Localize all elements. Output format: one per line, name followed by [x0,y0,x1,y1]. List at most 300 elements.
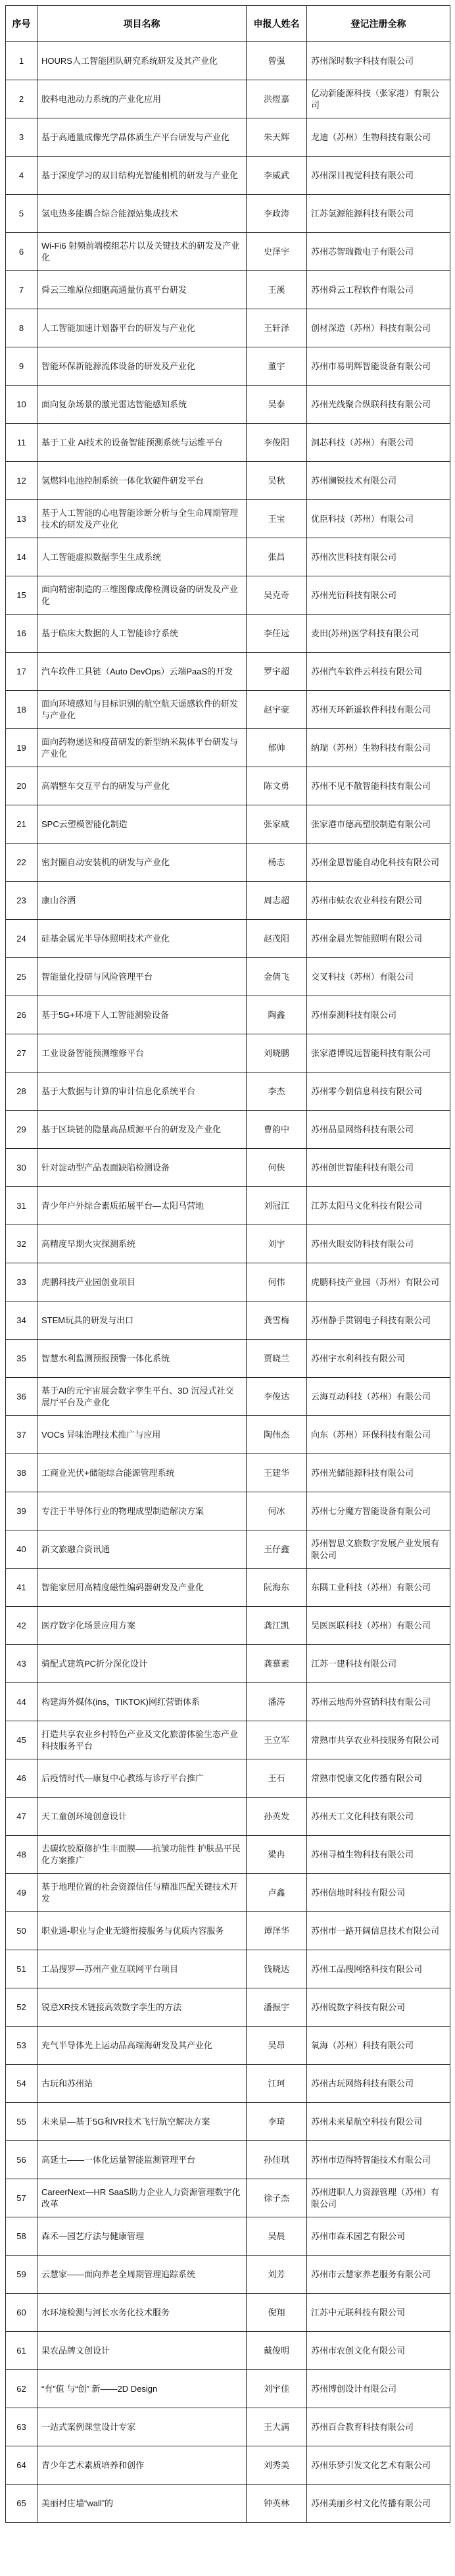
applicant-name-cell: 吴泰 [247,386,307,424]
applicant-name-cell: 梁冉 [247,1836,307,1874]
applicant-name-cell: 何侠 [247,1149,307,1187]
applicant-name-cell: 王石 [247,1759,307,1798]
company-name-cell: 江苏氢源能源科技有限公司 [307,195,450,233]
company-name-cell: 江苏中元联科技有限公司 [307,2294,450,2332]
project-name-cell: 一站式案例课堂设计专家 [37,2408,247,2446]
project-name-cell: VOCs 异味治理技术推广与应用 [37,1416,247,1454]
applicant-name-cell: 李俊阳 [247,424,307,462]
applicant-name-cell: 倪翔 [247,2294,307,2332]
applicant-name-cell: 李俊达 [247,1378,307,1416]
applicant-name-cell: 王立军 [247,1721,307,1759]
table-row [6,233,450,271]
applicant-name-cell: 朱天辉 [247,118,307,157]
company-name-cell: 江苏一建科技有限公司 [307,1645,450,1683]
serial-number-cell: 45 [6,1721,37,1759]
project-name-cell: 工品搜罗—苏州产业互联网平台项目 [37,1950,247,1988]
table-row [6,1645,450,1683]
serial-number-cell: 2 [6,80,37,118]
company-name-cell: 苏州市易明辉智能设备有限公司 [307,347,450,386]
serial-number-cell: 44 [6,1683,37,1721]
company-name-cell: 麦田(苏州)医学科技有限公司 [307,615,450,653]
company-name-cell: 苏州舜云工程软件有限公司 [307,271,450,309]
company-name-cell: 苏州云地海外营销科技有限公司 [307,1683,450,1721]
serial-number-cell: 38 [6,1454,37,1492]
serial-number-cell: 13 [6,500,37,538]
serial-number-cell: 15 [6,576,37,615]
applicant-name-cell: 金倩飞 [247,958,307,996]
table-row [6,1759,450,1798]
company-name-cell: 苏州美丽乡村文化传播有限公司 [307,2485,450,2523]
serial-number-cell: 46 [6,1759,37,1798]
serial-number-cell: 12 [6,462,37,500]
applicant-name-cell: 刘秀美 [247,2446,307,2485]
applicant-name-cell: 董宇 [247,347,307,386]
table-row [6,42,450,80]
project-name-cell: 基于人工智能的心电智能诊断分析与全生命周期管理技术的研发及产业化 [37,500,247,538]
table-row [6,2294,450,2332]
project-name-cell: CareerNext—HR SaaS助力企业人力资源管理数字化改革 [37,2179,247,2217]
project-name-cell: 氢电热多能耦合综合能源站集成技术 [37,195,247,233]
applicant-name-cell: 李任远 [247,615,307,653]
project-name-cell: 医疗数字化场景应用方案 [37,1607,247,1645]
company-name-cell: 苏州市一路开阔信息技术有限公司 [307,1912,450,1950]
project-name-cell: 基于高通量成像光学晶体质生产平台研发与产业化 [37,118,247,157]
project-name-cell: HOURS人工智能团队研究系统研发及其产业化 [37,42,247,80]
table-row [6,118,450,157]
applicant-name-cell: 王溪 [247,271,307,309]
project-name-cell: “有”值 与“创” 新——2D Design [37,2370,247,2408]
table-row [6,462,450,500]
table-row [6,2141,450,2179]
serial-number-cell: 4 [6,157,37,195]
table-row [6,1721,450,1759]
company-name-cell: 苏州次世科技有限公司 [307,538,450,576]
company-name-cell: 苏州澜锐技术有限公司 [307,462,450,500]
serial-number-cell: 53 [6,2027,37,2065]
applicant-name-cell: 刘宇佳 [247,2370,307,2408]
company-name-cell: 苏州未来星航空科技有限公司 [307,2103,450,2141]
project-name-cell: 胶料电池动力系统的产业化应用 [37,80,247,118]
company-name-cell: 苏州博创设计有限公司 [307,2370,450,2408]
project-name-cell: 构建海外媒体(ins，TIKTOK)网红营销体系 [37,1683,247,1721]
applicant-name-cell: 吴晨 [247,2217,307,2256]
header-serial-number: 序号 [6,6,37,42]
company-name-cell: 苏州七分魔方智能设备有限公司 [307,1492,450,1530]
table-row [6,1912,450,1950]
company-name-cell: 常熟市悦康文化传播有限公司 [307,1759,450,1798]
project-name-cell: 人工智能加速计划器平台的研发与产业化 [37,309,247,347]
project-name-cell: 云慧家——面向养老全周期管理追踪系统 [37,2256,247,2294]
serial-number-cell: 35 [6,1340,37,1378]
serial-number-cell: 1 [6,42,37,80]
applicant-name-cell: 龚雪梅 [247,1301,307,1340]
header-project-name: 项目名称 [37,6,247,42]
company-name-cell: 苏州市蚨农农业科技有限公司 [307,882,450,920]
applicant-name-cell: 李威武 [247,157,307,195]
company-name-cell: 苏州深时数字科技有限公司 [307,42,450,80]
company-name-cell: 纳瑞（苏州）生物科技有限公司 [307,729,450,767]
company-name-cell: 苏州百合教育科技有限公司 [307,2408,450,2446]
serial-number-cell: 14 [6,538,37,576]
company-name-cell: 常熟市共享农业科技服务有限公司 [307,1721,450,1759]
project-name-cell: 职业通-职业与企业无缝衔接服务与优质内容服务 [37,1912,247,1950]
applicant-name-cell: 钱晓达 [247,1950,307,1988]
table-row [6,1263,450,1301]
project-name-cell: 人工智能虚拟数据孪生生成系统 [37,538,247,576]
company-name-cell: 亿动新能源科技（张家港）有限公司 [307,80,450,118]
company-name-cell: 张家港博锐远智能科技有限公司 [307,1034,450,1073]
applicant-name-cell: 吴克奇 [247,576,307,615]
table-row [6,347,450,386]
serial-number-cell: 54 [6,2065,37,2103]
applicant-name-cell: 王宝 [247,500,307,538]
table-row [6,767,450,805]
applicant-name-cell: 陶伟杰 [247,1416,307,1454]
applicant-name-cell: 钟英林 [247,2485,307,2523]
table-row [6,958,450,996]
table-row [6,2065,450,2103]
company-name-cell: 苏州寻植生物科技有限公司 [307,1836,450,1874]
applicant-name-cell: 王建华 [247,1454,307,1492]
project-name-cell: 针对淀动型产品表面缺陷检测设备 [37,1149,247,1187]
project-name-cell: SPC云塑模智能化制造 [37,805,247,844]
table-row [6,2217,450,2256]
project-name-cell: 锐意XR技术链接高效数字孪生的方法 [37,1988,247,2027]
serial-number-cell: 64 [6,2446,37,2485]
project-name-cell: 高端整车交互平台的研发与产业化 [37,767,247,805]
company-name-cell: 优臣科技（苏州）有限公司 [307,500,450,538]
serial-number-cell: 58 [6,2217,37,2256]
table-row [6,1988,450,2027]
table-header-row [6,6,450,42]
company-name-cell: 苏州工品搜网络科技有限公司 [307,1950,450,1988]
serial-number-cell: 5 [6,195,37,233]
serial-number-cell: 42 [6,1607,37,1645]
applicant-name-cell: 李政涛 [247,195,307,233]
company-name-cell: 苏州市迈得特智能技术有限公司 [307,2141,450,2179]
header-registered-company: 登记注册全称 [307,6,450,42]
company-name-cell: 苏州市云慧家养老服务有限公司 [307,2256,450,2294]
project-name-cell: 打造共享农业乡村特色产业及文化旅游体验生态产业科技服务平台 [37,1721,247,1759]
table-row [6,805,450,844]
table-row [6,1874,450,1912]
project-name-cell: 专注于半导体行业的物理成型制造解决方案 [37,1492,247,1530]
serial-number-cell: 48 [6,1836,37,1874]
project-name-cell: 舜云三维原位细胞高通量仿真平台研发 [37,271,247,309]
project-name-cell: 基于5G+环境下人工智能测验设备 [37,996,247,1034]
company-name-cell: 苏州信地时科技有限公司 [307,1874,450,1912]
table-row [6,2370,450,2408]
applicant-name-cell: 赵宇豪 [247,691,307,729]
applicant-name-cell: 阮海东 [247,1569,307,1607]
applicant-name-cell: 刘晓鹏 [247,1034,307,1073]
applicant-name-cell: 刘芳 [247,2256,307,2294]
table-row [6,844,450,882]
company-name-cell: 苏州天工文化科技有限公司 [307,1798,450,1836]
project-name-cell: 后疫情时代—康复中心教练与诊疗平台推广 [37,1759,247,1798]
serial-number-cell: 25 [6,958,37,996]
project-table-container [5,5,450,2523]
company-name-cell: 苏州锐数字科技有限公司 [307,1988,450,2027]
serial-number-cell: 22 [6,844,37,882]
applicant-name-cell: 谭泽华 [247,1912,307,1950]
project-name-cell: STEM玩具的研发与出口 [37,1301,247,1340]
applicant-name-cell: 李杰 [247,1073,307,1111]
project-name-cell: 智慧水利监测预报预警一体化系统 [37,1340,247,1378]
project-name-cell: 汽车软件工具链（Auto DevOps）云端PaaS的开发 [37,653,247,691]
company-name-cell: 创材深造（苏州）科技有限公司 [307,309,450,347]
applicant-name-cell: 郁帅 [247,729,307,767]
serial-number-cell: 34 [6,1301,37,1340]
company-name-cell: 张家港市德高塑胶制造有限公司 [307,805,450,844]
table-row [6,1836,450,1874]
project-name-cell: 基于大数据与计算的审计信息化系统平台 [37,1073,247,1111]
serial-number-cell: 43 [6,1645,37,1683]
applicant-name-cell: 刘冠江 [247,1187,307,1225]
serial-number-cell: 24 [6,920,37,958]
applicant-name-cell: 王大满 [247,2408,307,2446]
applicant-name-cell: 曹韵中 [247,1111,307,1149]
serial-number-cell: 19 [6,729,37,767]
serial-number-cell: 59 [6,2256,37,2294]
table-row [6,1569,450,1607]
company-name-cell: 苏州智思文旅数字发展产业发展有限公司 [307,1530,450,1569]
company-name-cell: 苏州深目视觉科技有限公司 [307,157,450,195]
company-name-cell: 氧海（苏州）科技有限公司 [307,2027,450,2065]
applicant-name-cell: 卢鑫 [247,1874,307,1912]
project-name-cell: 工业设备智能预测维修平台 [37,1034,247,1073]
table-row [6,2103,450,2141]
serial-number-cell: 9 [6,347,37,386]
table-row [6,1530,450,1569]
applicant-name-cell: 杨志 [247,844,307,882]
company-name-cell: 苏州市农创文化有限公司 [307,2332,450,2370]
table-row [6,1111,450,1149]
table-row [6,1416,450,1454]
project-name-cell: 面向药物递送和疫苗研发的新型纳米载体平台研发与产业化 [37,729,247,767]
project-name-cell: 青少年艺术素质培养和创作 [37,2446,247,2485]
table-row [6,1225,450,1263]
project-name-cell: 骑配式建筑PC折分深化设计 [37,1645,247,1683]
table-row [6,538,450,576]
table-row [6,1950,450,1988]
company-name-cell: 云海互动科技（苏州）有限公司 [307,1378,450,1416]
applicant-name-cell: 孙佳琪 [247,2141,307,2179]
serial-number-cell: 40 [6,1530,37,1569]
applicant-name-cell: 刘宇 [247,1225,307,1263]
serial-number-cell: 10 [6,386,37,424]
serial-number-cell: 29 [6,1111,37,1149]
table-row [6,920,450,958]
project-name-cell: 基于区块链的隐量高品质源平台的研发及产业化 [37,1111,247,1149]
project-name-cell: 新文旅融合资讯通 [37,1530,247,1569]
table-row [6,691,450,729]
header-applicant-name: 申报人姓名 [247,6,307,42]
serial-number-cell: 57 [6,2179,37,2217]
table-row [6,271,450,309]
project-name-cell: 基于地理位置的社会资源信任与精准匹配关键技术开发 [37,1874,247,1912]
applicant-name-cell: 张昌 [247,538,307,576]
project-table [5,5,450,2523]
serial-number-cell: 36 [6,1378,37,1416]
serial-number-cell: 61 [6,2332,37,2370]
project-name-cell: 硅基金属光半导体照明技术产业化 [37,920,247,958]
project-name-cell: 氢燃料电池控制系统一体化软硬件研发平台 [37,462,247,500]
project-name-cell: 天工童创环境创意设计 [37,1798,247,1836]
table-row [6,1798,450,1836]
company-name-cell: 苏州不见不散智能科技有限公司 [307,767,450,805]
serial-number-cell: 49 [6,1874,37,1912]
applicant-name-cell: 戴俊明 [247,2332,307,2370]
serial-number-cell: 50 [6,1912,37,1950]
company-name-cell: 向东（苏州）环保科技有限公司 [307,1416,450,1454]
table-row [6,424,450,462]
applicant-name-cell: 何冰 [247,1492,307,1530]
applicant-name-cell: 吴秋 [247,462,307,500]
company-name-cell: 苏州进职人力资源管理（苏州）有限公司 [307,2179,450,2217]
project-name-cell: 古玩和苏州站 [37,2065,247,2103]
project-name-cell: 水环境检测与河长水务化技术服务 [37,2294,247,2332]
table-row [6,653,450,691]
serial-number-cell: 39 [6,1492,37,1530]
company-name-cell: 龙迪（苏州）生物科技有限公司 [307,118,450,157]
serial-number-cell: 27 [6,1034,37,1073]
table-row [6,1149,450,1187]
serial-number-cell: 32 [6,1225,37,1263]
table-row [6,2485,450,2523]
table-row [6,157,450,195]
project-name-cell: 充气半导体光上运动品高端海研发及其产业化 [37,2027,247,2065]
company-name-cell: 苏州宇水利科技有限公司 [307,1340,450,1378]
company-name-cell: 苏州光衍科技有限公司 [307,576,450,615]
serial-number-cell: 26 [6,996,37,1034]
serial-number-cell: 65 [6,2485,37,2523]
table-row [6,1492,450,1530]
serial-number-cell: 11 [6,424,37,462]
applicant-name-cell: 史泽宇 [247,233,307,271]
serial-number-cell: 52 [6,1988,37,2027]
project-name-cell: 面向环境感知与目标识别的航空航天遥感软件的研发与产业化 [37,691,247,729]
applicant-name-cell: 何伟 [247,1263,307,1301]
applicant-name-cell: 陶鑫 [247,996,307,1034]
company-name-cell: 苏州金恩智能自动化科技有限公司 [307,844,450,882]
project-name-cell: 基于深度学习的双目结构光智能相机的研发与产业化 [37,157,247,195]
company-name-cell: 苏州古玩网络科技有限公司 [307,2065,450,2103]
table-row [6,195,450,233]
project-name-cell: 基于工业 AI技术的设备智能预测系统与运维平台 [37,424,247,462]
project-name-cell: 智能环保新能源流体设备的研发及产业化 [37,347,247,386]
company-name-cell: 苏州金晨光智能照明有限公司 [307,920,450,958]
applicant-name-cell: 孙英发 [247,1798,307,1836]
project-name-cell: 康山谷酒 [37,882,247,920]
project-name-cell: 美丽村庄墙“wall”的 [37,2485,247,2523]
company-name-cell: 苏州市森禾园艺有限公司 [307,2217,450,2256]
applicant-name-cell: 赵茂阳 [247,920,307,958]
applicant-name-cell: 罗宇超 [247,653,307,691]
table-row [6,1378,450,1416]
serial-number-cell: 62 [6,2370,37,2408]
company-name-cell: 苏州火眼安防科技有限公司 [307,1225,450,1263]
company-name-cell: 苏州光线聚合纵联科技有限公司 [307,386,450,424]
company-name-cell: 交叉科技（苏州）有限公司 [307,958,450,996]
table-row [6,1607,450,1645]
project-name-cell: 高精度早期火灾探测系统 [37,1225,247,1263]
serial-number-cell: 41 [6,1569,37,1607]
table-row [6,1454,450,1492]
project-name-cell: 基于AI的元宇宙展会数字孪生平台、3D 沉浸式社交展厅平台及产业化 [37,1378,247,1416]
applicant-name-cell: 王轩泽 [247,309,307,347]
serial-number-cell: 7 [6,271,37,309]
serial-number-cell: 16 [6,615,37,653]
table-row [6,2408,450,2446]
serial-number-cell: 51 [6,1950,37,1988]
project-name-cell: 智能家居用高精度磁性编码器研发及产业化 [37,1569,247,1607]
project-name-cell: 虎鹏科技产业园创业项目 [37,1263,247,1301]
company-name-cell: 苏州创世智能科技有限公司 [307,1149,450,1187]
project-name-cell: 密封圈自动安装机的研发与产业化 [37,844,247,882]
project-name-cell: 森禾—园艺疗法与健康管理 [37,2217,247,2256]
company-name-cell: 虎鹏科技产业园（苏州）有限公司 [307,1263,450,1301]
company-name-cell: 苏州零今朝信息科技有限公司 [307,1073,450,1111]
company-name-cell: 东隅工业科技（苏州）有限公司 [307,1569,450,1607]
project-name-cell: 基于临床大数据的人工智能诊疗系统 [37,615,247,653]
serial-number-cell: 23 [6,882,37,920]
table-row [6,500,450,538]
serial-number-cell: 37 [6,1416,37,1454]
serial-number-cell: 28 [6,1073,37,1111]
company-name-cell: 苏州天环新遥软件科技有限公司 [307,691,450,729]
project-name-cell: 面向精密制造的三维图像成像检测设备的研发及产业化 [37,576,247,615]
project-name-cell: 高延士——一体化运量智能监测管理平台 [37,2141,247,2179]
company-name-cell: 苏州泰测科技有限公司 [307,996,450,1034]
table-row [6,309,450,347]
table-row [6,2446,450,2485]
applicant-name-cell: 曾强 [247,42,307,80]
table-row [6,729,450,767]
applicant-name-cell: 张家威 [247,805,307,844]
company-name-cell: 苏州光储能源科技有限公司 [307,1454,450,1492]
table-row [6,1187,450,1225]
project-name-cell: 未来星—基于5G和VR技术飞行航空解决方案 [37,2103,247,2141]
applicant-name-cell: 洪煜嘉 [247,80,307,118]
company-name-cell: 吴医医联科技（苏州）有限公司 [307,1607,450,1645]
serial-number-cell: 30 [6,1149,37,1187]
applicant-name-cell: 龚慕素 [247,1645,307,1683]
applicant-name-cell: 江珂 [247,2065,307,2103]
company-name-cell: 苏州汽车软件云科技有限公司 [307,653,450,691]
project-name-cell: 果农品牌文创设计 [37,2332,247,2370]
company-name-cell: 苏州乐梦引发文化艺术有限公司 [307,2446,450,2485]
serial-number-cell: 3 [6,118,37,157]
serial-number-cell: 18 [6,691,37,729]
applicant-name-cell: 周志超 [247,882,307,920]
table-row [6,1683,450,1721]
applicant-name-cell: 陈文勇 [247,767,307,805]
table-row [6,386,450,424]
serial-number-cell: 56 [6,2141,37,2179]
company-name-cell: 江苏太阳马文化科技有限公司 [307,1187,450,1225]
serial-number-cell: 8 [6,309,37,347]
applicant-name-cell: 吴昂 [247,2027,307,2065]
applicant-name-cell: 徐子杰 [247,2179,307,2217]
applicant-name-cell: 龚江凯 [247,1607,307,1645]
table-row [6,882,450,920]
serial-number-cell: 55 [6,2103,37,2141]
company-name-cell: 苏州芯智瑞微电子有限公司 [307,233,450,271]
project-name-cell: 青少年户外综合素质拓展平台—太阳马营地 [37,1187,247,1225]
table-row [6,615,450,653]
applicant-name-cell: 潘涛 [247,1683,307,1721]
